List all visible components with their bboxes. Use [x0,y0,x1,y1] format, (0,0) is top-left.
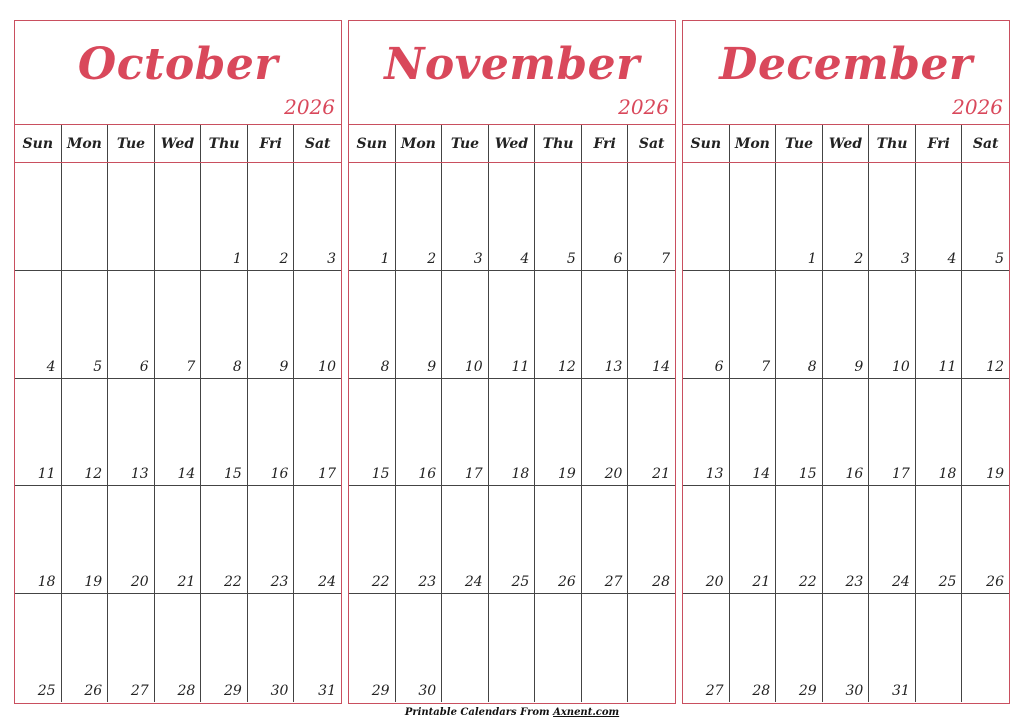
day-cell [776,271,823,379]
weekday-label-sat: Sat [304,135,331,152]
day-cell [535,271,582,379]
day-number: 22 [224,574,242,591]
month-header [15,21,341,125]
day-number: 12 [84,466,103,483]
day-number: 12 [558,358,576,375]
day-cell [248,271,295,379]
day-cell [349,594,396,702]
day-number: 10 [318,358,336,375]
weekday-label-wed: Wed [155,125,202,162]
day-cell [15,271,62,379]
weekday-label-sat: Sat [638,135,665,152]
day-cell [869,271,916,379]
day-number: 23 [270,574,289,591]
day-number: 1 [807,250,817,267]
day-number: 6 [714,358,724,375]
day-number: 8 [807,358,817,375]
month-title: November [384,39,640,90]
day-cell [349,163,396,271]
day-cell [730,594,777,702]
day-number: 24 [318,574,336,591]
weekday-label-wed: Wed [823,125,870,162]
day-cell [15,163,62,271]
day-number: 9 [854,358,864,375]
day-cell [628,379,675,487]
day-cell [683,486,730,594]
day-cell [823,486,870,594]
day-number: 19 [986,466,1004,483]
day-cell [582,271,629,379]
day-cell [916,271,963,379]
day-number: 25 [511,574,530,591]
weekday-label-wed: Wed [489,125,536,162]
calendar-month-october [14,20,342,704]
day-number: 13 [604,358,623,375]
day-number: 15 [224,466,242,483]
weekday-label-thu: Thu [869,125,916,162]
footer-credit [0,707,1024,718]
day-cell [535,379,582,487]
day-number: 15 [371,466,390,483]
day-number: 19 [558,466,576,483]
day-number: 5 [93,358,103,375]
day-number: 3 [473,250,483,267]
day-number: 5 [566,250,576,267]
day-cell [155,379,202,487]
day-cell [155,271,202,379]
weekday-label-sun: Sun [349,125,396,162]
day-cell [628,486,675,594]
day-number: 4 [520,250,530,267]
day-grid [15,163,341,702]
day-number: 18 [511,466,530,483]
day-cell [155,163,202,271]
day-cell [869,163,916,271]
day-number: 14 [177,466,196,483]
day-number: 24 [464,574,483,591]
day-number: 13 [705,466,724,483]
day-number: 2 [279,250,289,267]
day-cell [683,271,730,379]
day-number: 4 [947,250,957,267]
day-cell [776,379,823,487]
day-cell [62,163,109,271]
day-number: 28 [652,574,670,591]
day-cell [442,486,489,594]
day-cell [628,163,675,271]
day-cell [396,271,443,379]
day-cell [535,163,582,271]
day-number: 26 [558,574,576,591]
day-cell [489,163,536,271]
day-number: 16 [845,466,864,483]
day-cell [248,163,295,271]
day-cell [108,163,155,271]
day-cell [916,486,963,594]
day-number: 13 [130,466,149,483]
calendar-month-december [682,20,1010,704]
calendar-month-november [348,20,676,704]
day-number: 24 [892,574,910,591]
day-cell [916,379,963,487]
day-cell [108,594,155,702]
day-cell [962,379,1009,487]
day-number: 11 [37,466,56,483]
day-number: 19 [84,574,103,591]
day-number: 9 [279,358,289,375]
day-number: 29 [371,683,390,699]
day-cell [683,594,730,702]
day-number: 26 [84,683,103,699]
day-cell [730,486,777,594]
day-cell [15,594,62,702]
day-number: 2 [427,250,437,267]
day-number: 31 [892,683,910,699]
day-number: 30 [845,683,864,699]
day-number: 27 [604,574,623,591]
day-number: 16 [270,466,289,483]
day-number: 28 [752,683,771,699]
day-cell [442,271,489,379]
day-number: 1 [232,250,242,267]
month-year: 2026 [284,95,335,119]
day-cell [201,594,248,702]
weekday-label-fri: Fri [582,125,629,162]
day-cell [294,594,341,702]
day-number: 17 [464,466,483,483]
day-number: 20 [130,574,149,591]
day-cell [869,379,916,487]
day-cell [823,163,870,271]
month-title: December [719,39,973,90]
day-cell [683,379,730,487]
weekday-label-thu: Thu [535,125,582,162]
footer-prefix: Printable Calendars From [404,707,554,718]
day-cell [396,379,443,487]
day-cell [628,594,675,702]
day-cell [108,486,155,594]
day-cell [294,379,341,487]
day-number: 2 [854,250,864,267]
day-cell [823,379,870,487]
month-year: 2026 [618,95,669,119]
day-number: 26 [986,574,1004,591]
weekday-label-tue: Tue [776,125,823,162]
day-cell [730,271,777,379]
day-grid [349,163,675,702]
day-number: 5 [995,250,1004,267]
day-number: 25 [37,683,56,699]
day-number: 8 [232,358,242,375]
day-cell [201,379,248,487]
day-number: 11 [938,358,957,375]
day-cell [962,486,1009,594]
day-cell [730,379,777,487]
day-cell [248,379,295,487]
day-number: 11 [511,358,530,375]
day-number: 16 [418,466,437,483]
day-cell [294,271,341,379]
day-cell [155,486,202,594]
day-number: 29 [224,683,242,699]
day-cell [962,271,1009,379]
weekday-header-row [349,125,675,163]
day-cell [201,486,248,594]
day-cell [396,163,443,271]
month-year: 2026 [952,95,1003,119]
day-cell [15,379,62,487]
day-cell [442,594,489,702]
day-cell [349,486,396,594]
day-number: 6 [139,358,149,375]
day-cell [916,594,963,702]
day-cell [776,163,823,271]
day-number: 9 [427,358,437,375]
footer-site-link[interactable]: Axnent.com [553,707,620,718]
day-cell [582,486,629,594]
day-cell [869,486,916,594]
day-number: 21 [177,574,196,591]
day-cell [489,379,536,487]
day-number: 1 [380,250,390,267]
weekday-header-row [15,125,341,163]
weekday-label-tue: Tue [442,125,489,162]
day-number: 18 [938,466,957,483]
day-cell [962,594,1009,702]
day-number: 17 [892,466,910,483]
weekday-label-sat: Sat [972,135,999,152]
weekday-label-tue: Tue [108,125,155,162]
day-number: 20 [604,466,623,483]
day-number: 22 [371,574,390,591]
day-cell [62,271,109,379]
day-cell [582,379,629,487]
day-number: 27 [705,683,724,699]
day-cell [628,271,675,379]
day-cell [776,594,823,702]
weekday-label-mon: Mon [396,125,443,162]
weekday-label-mon: Mon [62,125,109,162]
day-cell [155,594,202,702]
day-cell [248,486,295,594]
day-cell [62,379,109,487]
day-grid [683,163,1009,702]
day-number: 6 [613,250,623,267]
day-cell [489,486,536,594]
day-number: 27 [130,683,149,699]
day-number: 10 [464,358,483,375]
day-number: 21 [652,466,670,483]
day-cell [442,379,489,487]
day-number: 23 [418,574,437,591]
day-number: 30 [418,683,437,699]
day-number: 8 [380,358,390,375]
day-cell [489,594,536,702]
day-number: 23 [845,574,864,591]
day-number: 17 [318,466,336,483]
day-cell [108,271,155,379]
day-cell [535,594,582,702]
day-number: 15 [798,466,817,483]
day-cell [294,163,341,271]
day-cell [201,163,248,271]
day-cell [535,486,582,594]
day-number: 20 [705,574,724,591]
day-number: 14 [752,466,771,483]
weekday-label-thu: Thu [201,125,248,162]
day-cell [683,163,730,271]
day-cell [15,486,62,594]
day-number: 7 [661,250,670,267]
day-number: 14 [652,358,670,375]
day-cell [776,486,823,594]
month-header [683,21,1009,125]
day-number: 21 [752,574,771,591]
day-number: 29 [798,683,817,699]
day-number: 28 [177,683,196,699]
day-number: 25 [938,574,957,591]
day-cell [108,379,155,487]
weekday-header-row [683,125,1009,163]
day-cell [823,594,870,702]
weekday-label-mon: Mon [730,125,777,162]
day-cell [248,594,295,702]
day-cell [962,163,1009,271]
day-cell [396,594,443,702]
day-cell [349,379,396,487]
day-cell [730,163,777,271]
month-title: October [77,39,279,90]
day-cell [62,486,109,594]
day-number: 3 [900,250,910,267]
day-cell [349,271,396,379]
day-cell [582,163,629,271]
month-header [349,21,675,125]
day-cell [489,271,536,379]
day-cell [442,163,489,271]
weekday-label-fri: Fri [248,125,295,162]
day-number: 12 [986,358,1004,375]
day-cell [201,271,248,379]
day-cell [869,594,916,702]
day-number: 22 [798,574,817,591]
day-number: 18 [37,574,56,591]
day-number: 10 [892,358,910,375]
day-cell [62,594,109,702]
day-number: 31 [318,683,336,699]
day-cell [396,486,443,594]
weekday-label-fri: Fri [916,125,963,162]
day-number: 4 [46,358,56,375]
day-number: 7 [186,358,196,375]
day-number: 7 [761,358,771,375]
weekday-label-sun: Sun [15,125,62,162]
weekday-label-sun: Sun [683,125,730,162]
day-cell [916,163,963,271]
day-number: 30 [270,683,289,699]
day-cell [823,271,870,379]
day-cell [294,486,341,594]
day-number: 3 [327,250,336,267]
day-cell [582,594,629,702]
